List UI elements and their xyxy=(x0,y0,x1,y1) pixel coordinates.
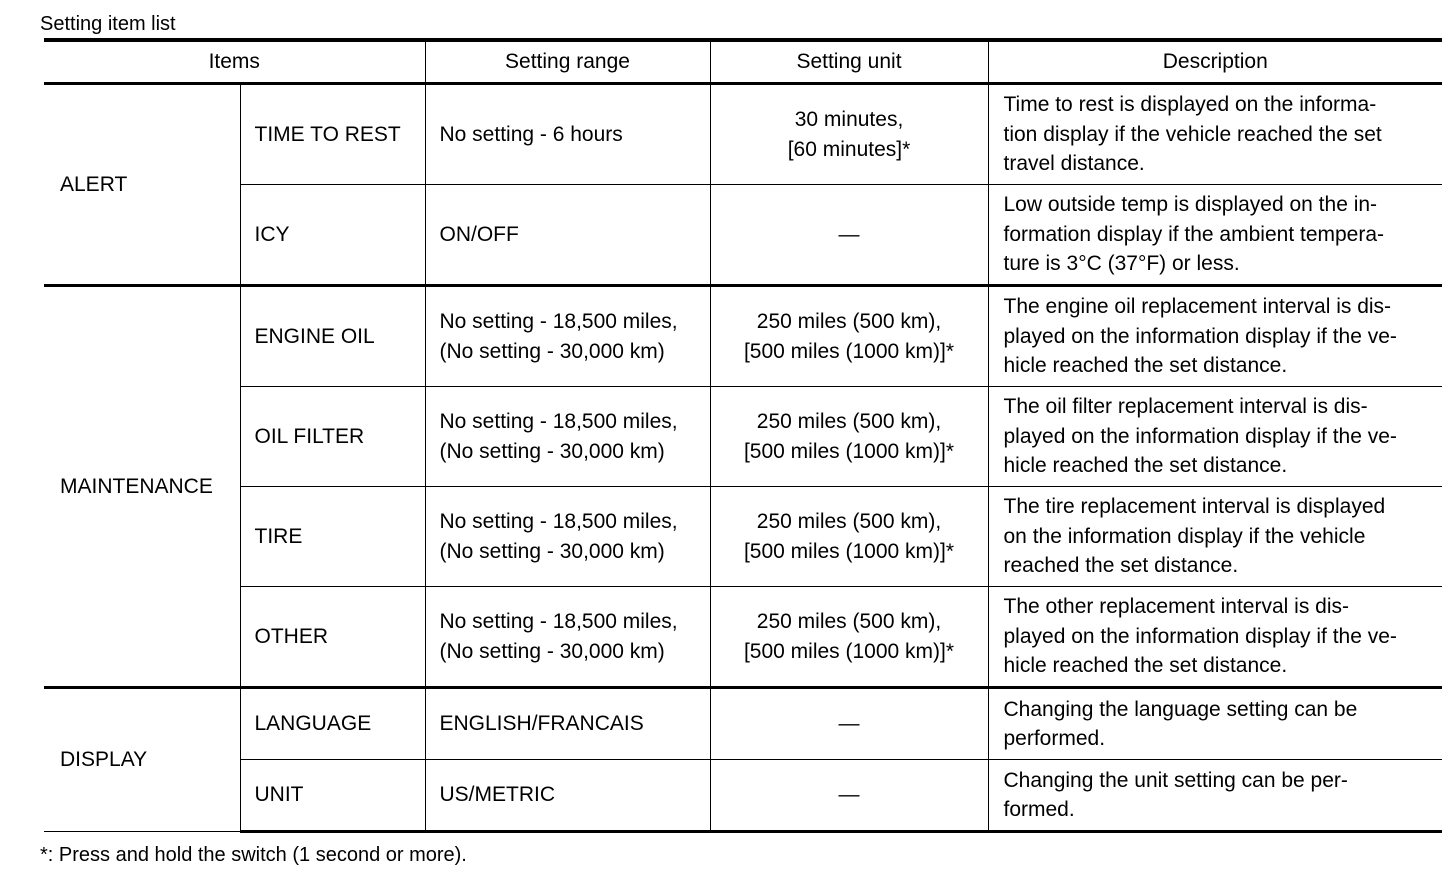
description-line: The engine oil replacement interval is dis- xyxy=(1003,295,1392,319)
setting-unit-line: 250 miles (500 km), xyxy=(756,410,942,433)
description xyxy=(988,387,1442,487)
description-line: Changing the language setting can be xyxy=(1003,697,1358,721)
setting-range xyxy=(425,387,710,487)
table-header-row xyxy=(44,40,1442,84)
description-line: The tire replacement interval is displayed xyxy=(1003,495,1386,519)
description-line: played on the information display if the ve- xyxy=(1003,624,1397,648)
table-row xyxy=(44,185,1442,286)
setting-item-table xyxy=(44,38,1442,833)
description-line: Changing the unit setting can be per- xyxy=(1003,768,1348,792)
setting-range xyxy=(425,185,710,286)
setting-range-line: No setting - 18,500 miles, xyxy=(439,510,678,533)
setting-unit xyxy=(710,587,988,688)
setting-range-line: US/METRIC xyxy=(439,783,555,807)
setting-unit-line: 30 minutes, xyxy=(794,108,904,131)
setting-range-line: (No setting - 30,000 km) xyxy=(439,439,665,463)
setting-range xyxy=(425,487,710,587)
setting-range-line: No setting - 6 hours xyxy=(439,122,623,146)
setting-unit xyxy=(710,387,988,487)
header-items: Items xyxy=(44,40,425,84)
description-line: Low outside temp is displayed on the in- xyxy=(1003,193,1378,217)
setting-unit-line: [500 miles (1000 km)]* xyxy=(743,439,955,463)
table-caption: Setting item list xyxy=(40,13,176,35)
setting-unit-line: [60 minutes]* xyxy=(787,137,911,161)
setting-unit-line: — xyxy=(838,222,860,246)
description xyxy=(988,84,1442,185)
description xyxy=(988,286,1442,387)
table-row xyxy=(44,487,1442,587)
table-row xyxy=(44,760,1442,832)
setting-unit-line: — xyxy=(838,783,860,807)
setting-range xyxy=(425,286,710,387)
setting-unit xyxy=(710,487,988,587)
item-name: ICY xyxy=(240,185,425,286)
setting-range-line: (No setting - 30,000 km) xyxy=(439,539,665,563)
table-row xyxy=(44,387,1442,487)
description-line: performed. xyxy=(1003,727,1106,750)
item-name: TIME TO REST xyxy=(240,84,425,185)
setting-range-line: No setting - 18,500 miles, xyxy=(439,410,678,433)
setting-unit xyxy=(710,688,988,760)
setting-unit-line: [500 miles (1000 km)]* xyxy=(743,539,955,563)
table-row xyxy=(44,84,1442,185)
table-row xyxy=(44,688,1442,760)
item-name: TIRE xyxy=(240,487,425,587)
setting-range-line: ENGLISH/FRANCAIS xyxy=(439,712,644,736)
description xyxy=(988,760,1442,832)
setting-unit-line: 250 miles (500 km), xyxy=(756,510,942,533)
description-line: hicle reached the set distance. xyxy=(1003,354,1288,378)
setting-unit-line: — xyxy=(838,712,860,736)
setting-range xyxy=(425,760,710,832)
description-line: The oil filter replacement interval is dis- xyxy=(1003,395,1368,419)
description-line: tion display if the vehicle reached the set xyxy=(1003,122,1382,146)
description xyxy=(988,688,1442,760)
item-name: OTHER xyxy=(240,587,425,688)
description-line: Time to rest is displayed on the informa- xyxy=(1003,93,1377,117)
header-setting-unit: Setting unit xyxy=(710,40,988,84)
description-line: formation display if the ambient tempera- xyxy=(1003,222,1385,246)
description-line: hicle reached the set distance. xyxy=(1003,654,1288,678)
setting-range xyxy=(425,688,710,760)
description-line: ture is 3°C (37°F) or less. xyxy=(1003,252,1240,276)
setting-unit xyxy=(710,286,988,387)
setting-range-line: (No setting - 30,000 km) xyxy=(439,639,665,663)
description-line: The other replacement interval is dis- xyxy=(1003,595,1349,619)
item-name: UNIT xyxy=(240,760,425,832)
footnote: *: Press and hold the switch (1 second or more). xyxy=(40,844,467,866)
setting-range-line: No setting - 18,500 miles, xyxy=(439,310,678,333)
header-setting-range: Setting range xyxy=(425,40,710,84)
description xyxy=(988,487,1442,587)
item-name: LANGUAGE xyxy=(240,688,425,760)
setting-unit-line: 250 miles (500 km), xyxy=(756,610,942,633)
setting-unit xyxy=(710,185,988,286)
group-name: ALERT xyxy=(44,84,240,286)
table-body xyxy=(44,84,1442,832)
description xyxy=(988,587,1442,688)
table-row xyxy=(44,286,1442,387)
setting-range-line: (No setting - 30,000 km) xyxy=(439,339,665,363)
setting-range-line: No setting - 18,500 miles, xyxy=(439,610,678,633)
setting-unit-line: [500 miles (1000 km)]* xyxy=(743,339,955,363)
setting-unit-line: 250 miles (500 km), xyxy=(756,310,942,333)
table-row xyxy=(44,587,1442,688)
item-name: ENGINE OIL xyxy=(240,286,425,387)
description-line: on the information display if the vehicle xyxy=(1003,524,1366,548)
group-name: DISPLAY xyxy=(44,688,240,832)
description-line: formed. xyxy=(1003,798,1075,821)
setting-unit-line: [500 miles (1000 km)]* xyxy=(743,639,955,663)
setting-range-line: ON/OFF xyxy=(439,222,519,246)
group-name: MAINTENANCE xyxy=(44,286,240,688)
description-line: played on the information display if the ve- xyxy=(1003,324,1397,348)
description-line: travel distance. xyxy=(1003,152,1145,176)
setting-unit xyxy=(710,760,988,832)
description xyxy=(988,185,1442,286)
setting-unit xyxy=(710,84,988,185)
item-name: OIL FILTER xyxy=(240,387,425,487)
description-line: hicle reached the set distance. xyxy=(1003,454,1288,478)
description-line: reached the set distance. xyxy=(1003,554,1239,578)
setting-range xyxy=(425,587,710,688)
header-description: Description xyxy=(988,40,1442,84)
description-line: played on the information display if the ve- xyxy=(1003,424,1397,448)
setting-range xyxy=(425,84,710,185)
